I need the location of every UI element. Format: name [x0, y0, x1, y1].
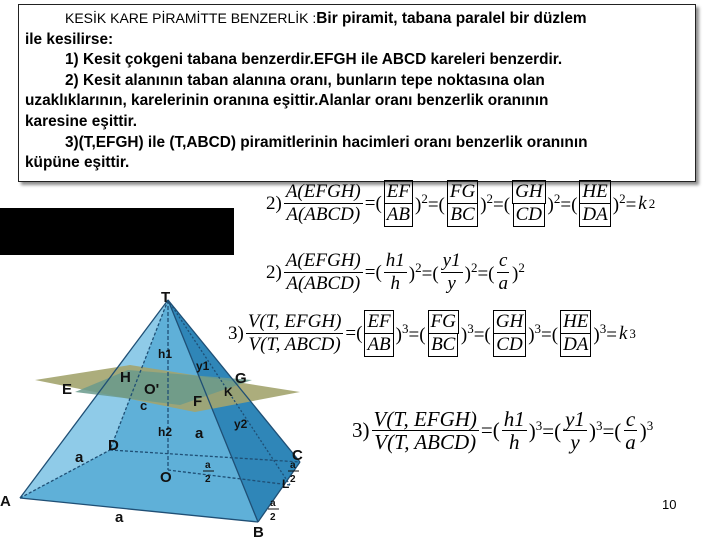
label-K: K — [224, 385, 233, 399]
item-2-line3: karesine eşittir. — [25, 112, 138, 130]
svg-text:2: 2 — [290, 474, 296, 485]
item-1: 1) Kesit çokgeni tabana benzerdir.EFGH ile ABCD kareleri benzerdir. — [65, 51, 563, 69]
formula-area-ratio-heights: 2) $\frac{\text{A(EFGH)}}{\text{A(ABCD)}}$ =( $\frac{h1}{h}$ )$^2$=( $\frac{y1}{y}$ )$^2$=( $\frac{c}{a}$ )$^2$ — [266, 250, 525, 294]
ratio-h1-h: $\frac{h1}{h}$ — [503, 407, 525, 454]
label-T: T — [161, 289, 171, 306]
lhs-fraction: $\frac{\text{V(T, EFGH)}}{\text{V(T, ABCD)}}$ — [247, 311, 342, 355]
page-number: 10 — [662, 497, 677, 512]
ratio-ef-ab: $\frac{EF}{AB}$ — [364, 310, 393, 357]
half-side-label-3 — [268, 498, 279, 523]
label-c: c — [140, 398, 148, 413]
svg-text:a: a — [270, 498, 276, 509]
ratio-he-da: $\frac{HE}{DA}$ — [579, 180, 610, 227]
item-3-line2: küpüne eşittir. — [25, 154, 130, 172]
label-O-prime: O' — [144, 381, 160, 398]
ratio-gh-cd: $\frac{GH}{CD}$ — [512, 180, 545, 227]
label-y2: y2 — [234, 417, 248, 431]
svg-text:a: a — [205, 460, 211, 471]
lhs-fraction: $\frac{\text{V(T, EFGH)}}{\text{V(T, ABCD)}}$ — [373, 407, 477, 454]
label-h1: h1 — [158, 347, 173, 361]
label-a-mid: a — [195, 425, 204, 442]
ratio-he-da: $\frac{HE}{DA}$ — [560, 310, 591, 357]
lhs-denominator: A(ABCD) — [286, 204, 361, 225]
definition-text-box — [18, 4, 696, 182]
item-3-line1: 3)(T,EFGH) ile (T,ABCD) piramitlerinin hacimleri oranı benzerlik oranının — [65, 133, 588, 151]
formula-label: 3) — [228, 322, 244, 344]
black-rectangle — [0, 208, 234, 255]
formula-label: 2) — [266, 192, 282, 214]
similarity-ratio: k — [618, 322, 628, 344]
lhs-numerator: A(EFGH) — [285, 181, 361, 202]
label-F: F — [193, 393, 203, 410]
label-A: A — [0, 493, 11, 510]
intro-text-line2: ile kesilirse: — [25, 30, 114, 48]
lhs-fraction: $\frac{\text{A(EFGH)}}{\text{A(ABCD)}}$ — [285, 250, 361, 294]
label-D: D — [108, 437, 119, 454]
ratio-ef-ab: $\frac{EF}{AB}$ — [384, 180, 413, 227]
ratio-c-a: $\frac{c}{a}$ — [498, 250, 508, 294]
similarity-ratio: k — [638, 192, 647, 214]
label-y1: y1 — [196, 359, 210, 373]
intro-text: Bir piramit, tabana paralel bir düzlem — [316, 10, 587, 27]
label-G: G — [235, 370, 247, 387]
svg-text:a: a — [290, 460, 296, 471]
label-E: E — [62, 381, 73, 398]
truncated-pyramid-diagram — [0, 270, 320, 540]
item-2-line1: 2) Kesit alanının taban alanına oranı, bunların tepe noktasına olan — [65, 71, 545, 89]
label-h2: h2 — [158, 425, 173, 439]
ratio-fg-bc: $\frac{FG}{BC}$ — [428, 310, 459, 357]
formula-label: 3) — [352, 418, 370, 442]
svg-text:2: 2 — [270, 512, 276, 523]
label-L: L — [282, 477, 290, 491]
label-a-bottom: a — [115, 509, 124, 526]
formula-area-ratio-sides: 2) $\frac{\text{A(EFGH)}}{\text{A(ABCD)}}$ =( $\frac{EF}{AB}$ )$^2$=( $\frac{FG}{BC}$ )$^2$=( $\frac{GH}{CD}$ )$^2$=( $\frac{HE}{DA}$ )$^2$= k 2 — [266, 181, 656, 225]
formula-label: 2) — [266, 261, 282, 283]
ratio-y1-y: $\frac{y1}{y}$ — [565, 407, 585, 454]
section-title: KESİK KARE PİRAMİTTE BENZERLİK : — [65, 10, 317, 26]
label-H: H — [120, 369, 131, 386]
svg-text:2: 2 — [205, 474, 211, 485]
formula-volume-ratio-sides: 3) $\frac{\text{V(T, EFGH)}}{\text{V(T, ABCD)}}$ =( $\frac{EF}{AB}$ )$^3$=( $\frac{FG}{BC}$ )$^3$=( $\frac{GH}{CD}$ )$^3$=( $\frac{HE}{DA}$ )$^3$= k 3 — [228, 311, 636, 355]
ratio-h1-h: $\frac{h1}{h}$ — [385, 250, 405, 294]
formula-volume-ratio-heights: 3) $\frac{\text{V(T, EFGH)}}{\text{V(T, ABCD)}}$ =( $\frac{h1}{h}$ )$^3$=( $\frac{y1}{y}$ )$^3$=( $\frac{c}{a}$ )$^3$ — [352, 407, 654, 454]
lhs-fraction — [284, 181, 363, 226]
item-2-line2: uzaklıklarının, karelerinin oranına eşittir.Alanlar oranı benzerlik oranının — [25, 92, 549, 110]
label-a-left: a — [75, 449, 84, 466]
ratio-fg-bc: $\frac{FG}{BC}$ — [447, 180, 478, 227]
label-B: B — [253, 524, 264, 540]
ratio-c-a: $\frac{c}{a}$ — [625, 407, 636, 454]
ratio-y1-y: $\frac{y1}{y}$ — [442, 250, 461, 294]
ratio-gh-cd: $\frac{GH}{CD}$ — [493, 310, 526, 357]
label-O: O — [160, 469, 172, 486]
label-C: C — [292, 447, 303, 464]
